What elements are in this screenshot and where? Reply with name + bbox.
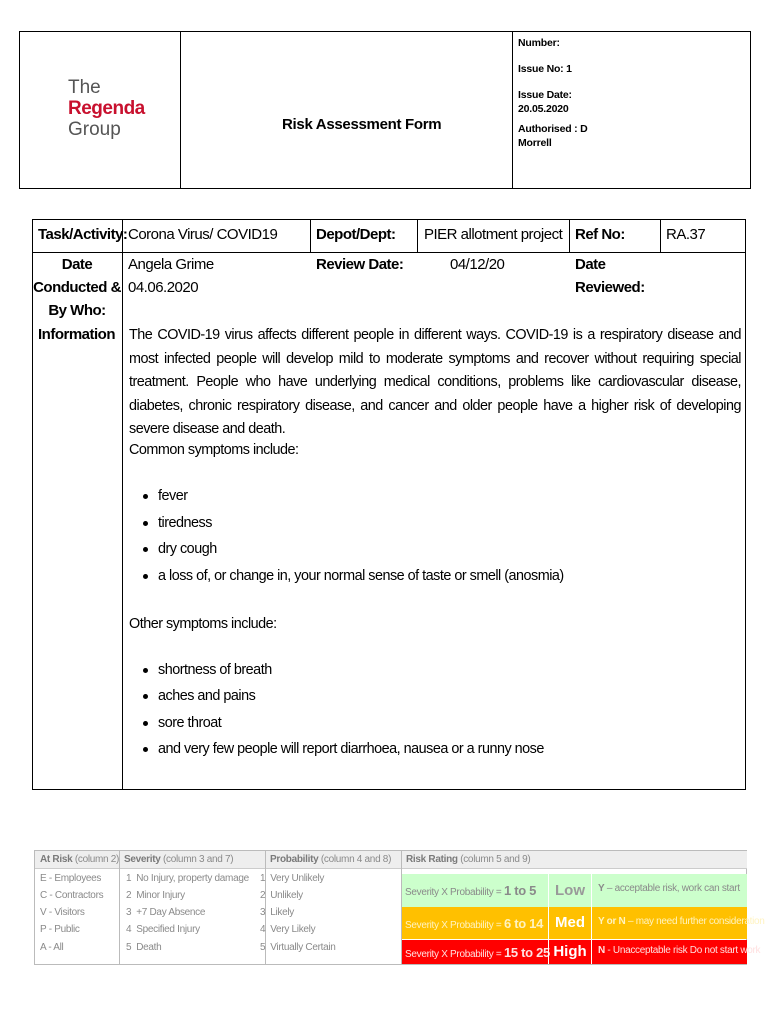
list-item [143, 515, 212, 531]
at-risk-header: At Risk (column 2) [40, 854, 120, 865]
divider [119, 851, 120, 964]
ref-value: RA.37 [666, 226, 706, 243]
severity-header: Severity (column 3 and 7) [124, 854, 234, 865]
form-title: Risk Assessment Form [282, 116, 442, 133]
meta-issue-date: 20.05.2020 [518, 103, 569, 115]
symptom: dry cough [158, 541, 217, 557]
information-label: Information [38, 326, 115, 343]
divider [310, 220, 311, 252]
severity-row: 2 Minor Injury [126, 890, 185, 901]
ref-label: Ref No: [575, 226, 625, 243]
probability-row: 4 Very Likely [260, 924, 316, 935]
risk-level: Med [548, 907, 592, 939]
risk-band-desc: Y – acceptable risk, work can start [598, 883, 740, 894]
common-symptoms-heading: Common symptoms include: [129, 442, 299, 458]
divider [417, 220, 418, 252]
list-item [143, 741, 544, 757]
other-symptoms-heading: Other symptoms include: [129, 616, 277, 632]
assessment-table [32, 219, 746, 790]
severity-row: 5 Death [126, 942, 162, 953]
meta-authorised: Authorised : D [518, 123, 588, 135]
divider [33, 252, 745, 253]
conducted-by: Angela Grime [128, 256, 214, 273]
at-risk-row: P - Public [40, 924, 80, 935]
risk-band-desc: N - Unacceptable risk Do not start work [598, 945, 761, 956]
list-item [143, 662, 272, 678]
probability-row: 2 Unlikely [260, 890, 303, 901]
bullet-icon [143, 721, 148, 726]
date-reviewed-label: Reviewed: [575, 279, 645, 296]
date-conducted-label: Date [61, 256, 93, 273]
risk-band-calc: Severity X Probability = 6 to 14 [405, 916, 544, 931]
list-item [143, 568, 564, 584]
divider [660, 220, 661, 252]
probability-row: 1 Very Unlikely [260, 873, 325, 884]
risk-legend [34, 850, 765, 965]
date-conducted-label: By Who: [48, 302, 106, 319]
date-reviewed-label: Date [575, 256, 606, 273]
list-item [143, 488, 188, 504]
list-item [143, 715, 221, 731]
risk-rating-header: Risk Rating (column 5 and 9) [406, 854, 531, 865]
at-risk-row: E - Employees [40, 873, 102, 884]
review-date-label: Review Date: [316, 256, 404, 273]
divider [180, 32, 181, 188]
risk-band-calc: Severity X Probability = 1 to 5 [405, 883, 537, 898]
bullet-icon [143, 521, 148, 526]
bullet-icon [143, 494, 148, 499]
probability-row: 3 Likely [260, 907, 295, 918]
task-label: Task/Activity: [38, 226, 128, 243]
risk-band-desc: Y or N – may need further consideration [598, 916, 765, 927]
probability-row: 5 Virtually Certain [260, 942, 336, 953]
at-risk-row: A - All [40, 942, 64, 953]
depot-label: Depot/Dept: [316, 226, 396, 243]
task-value: Corona Virus/ COVID19 [128, 226, 278, 243]
divider [569, 220, 570, 252]
regenda-logo [68, 77, 145, 140]
divider [512, 32, 513, 188]
risk-level: Low [548, 874, 592, 907]
risk-level: High [548, 940, 592, 964]
severity-row: 1 No Injury, property damage [126, 873, 249, 884]
symptom: a loss of, or change in, your normal sense of taste or smell (anosmia) [158, 568, 564, 584]
risk-band-calc: Severity X Probability = 15 to 25 [405, 945, 550, 960]
meta-authorised-name: Morrell [518, 137, 552, 149]
review-date-value: 04/12/20 [450, 256, 505, 273]
at-risk-row: C - Contractors [40, 890, 104, 901]
meta-number: Number: [518, 37, 560, 49]
conducted-date: 04.06.2020 [128, 279, 199, 296]
bullet-icon [143, 547, 148, 552]
severity-row: 3 +7 Day Absence [126, 907, 206, 918]
logo-line: The [68, 77, 101, 98]
symptom: and very few people will report diarrhoea, nausea or a runny nose [158, 741, 544, 757]
severity-row: 4 Specified Injury [126, 924, 200, 935]
logo-line: Group [68, 119, 121, 140]
bullet-icon [143, 694, 148, 699]
information-text: The COVID-19 virus affects different people in different ways. COVID-19 is a respiratory disease and most infected people will develop mild to moderate symptoms and recover without requiring special treatment. People who have underlying medical conditions, problems like cardiovascular disease, diabetes, chronic respiratory disease, and cancer and older people have a higher risk of developing severe disease and death. [129, 327, 741, 437]
bullet-icon [143, 747, 148, 752]
symptom: aches and pains [158, 688, 256, 704]
form-header [19, 31, 751, 189]
list-item [143, 688, 255, 704]
symptom: shortness of breath [158, 662, 272, 678]
probability-header: Probability (column 4 and 8) [270, 854, 392, 865]
bullet-icon [143, 574, 148, 579]
depot-value: PIER allotment project [424, 226, 563, 243]
risk-band-med [402, 907, 765, 939]
risk-band-high [402, 940, 761, 964]
logo-line: Regenda [68, 98, 145, 119]
at-risk-row: V - Visitors [40, 907, 85, 918]
symptom: tiredness [158, 515, 212, 531]
risk-band-low [402, 874, 747, 907]
symptom: fever [158, 488, 188, 504]
date-conducted-label: Conducted & [33, 279, 121, 296]
meta-issue-date-label: Issue Date: [518, 89, 572, 101]
symptom: sore throat [158, 715, 222, 731]
list-item [143, 541, 217, 557]
divider [122, 220, 123, 789]
meta-issue-no: Issue No: 1 [518, 63, 572, 75]
bullet-icon [143, 668, 148, 673]
